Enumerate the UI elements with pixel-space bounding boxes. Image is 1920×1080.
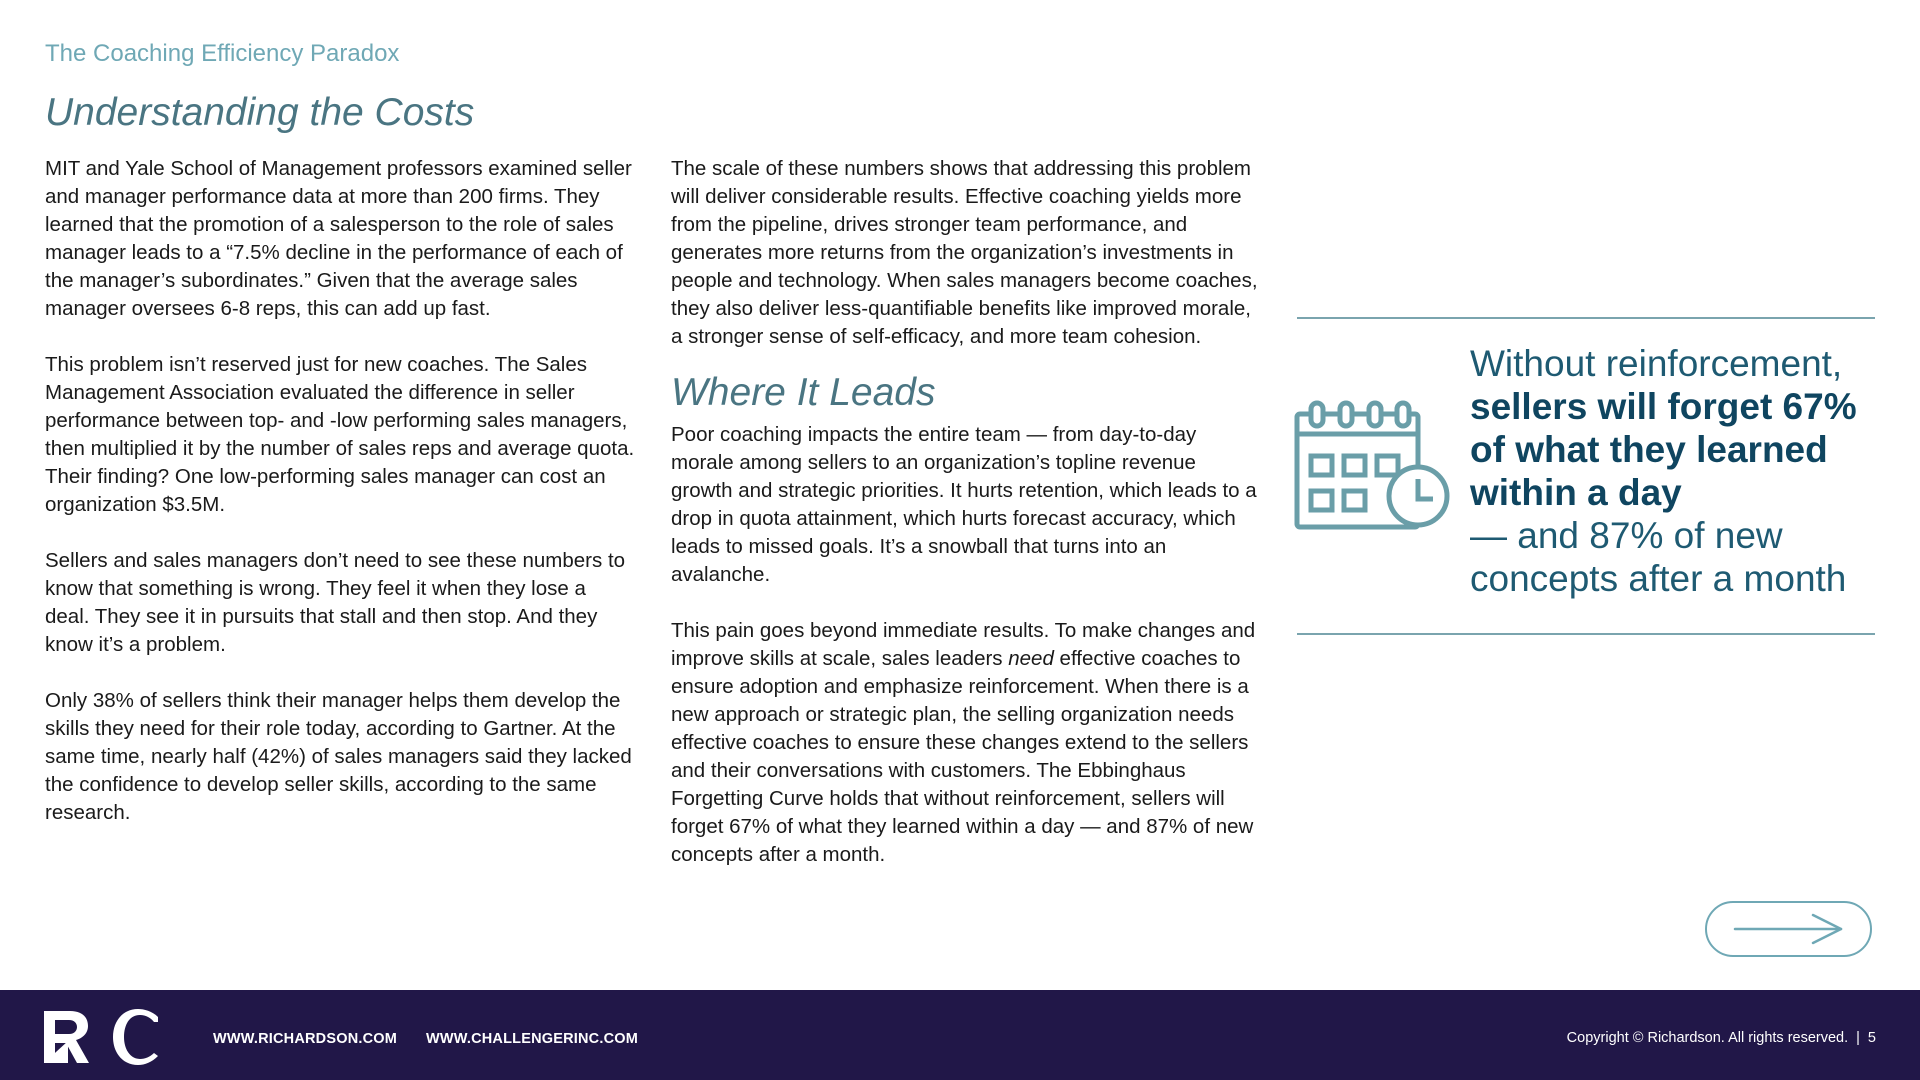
- paragraph: Sellers and sales managers don’t need to see these numbers to know that something is wrong. They feel it when they lose a deal. They see it in pursuits that stall and then stop. And they know it’s a problem.: [45, 549, 626, 656]
- calendar-clock-icon: [1294, 400, 1454, 530]
- rc-logo: [44, 1009, 164, 1065]
- paragraph: This pain goes beyond immediate results. To make changes and improve skills at scale, sales leaders need effective coaches to ensure adoption and emphasize reinforcement. When there is a new approach or strategic plan, the selling organization needs effective coaches to ensure these changes extend to the sellers and their conversations with customers. The Ebbinghaus Forgetting Curve holds that without reinforcement, sellers will forget 67% of what they learned within a day — and 87% of new concepts after a month.: [671, 619, 1256, 866]
- paragraph: This problem isn’t reserved just for new coaches. The Sales Management Association evaluated the difference in seller performance between top- and -low performing sales managers, then multiplied it by the number of sales reps and average quota. Their finding? One low-performing sales manager can cost an organization $3.5M.: [45, 353, 635, 516]
- page-number: 5: [1867, 1030, 1876, 1046]
- section-heading-leads: Where It Leads: [671, 371, 936, 414]
- copyright-text: Copyright © Richardson. All rights reserved.: [1566, 1030, 1849, 1046]
- emphasis-text: need: [1008, 647, 1054, 670]
- document-title: The Coaching Efficiency Paradox: [45, 40, 400, 67]
- callout-lead: Without reinforcement,: [1470, 343, 1843, 384]
- next-page-button[interactable]: [1705, 901, 1872, 957]
- callout-emphasis: sellers will forget 67% of what they learned within a day: [1470, 386, 1857, 513]
- challenger-website-link[interactable]: WWW.CHALLENGERINC.COM: [426, 1031, 639, 1047]
- callout-quote: [1470, 342, 1880, 600]
- arrow-right-icon: [1733, 912, 1845, 946]
- callout-divider-top: [1297, 317, 1875, 319]
- section-heading-costs: Understanding the Costs: [45, 91, 475, 134]
- callout-divider-bottom: [1297, 633, 1875, 635]
- callout-tail: — and 87% of new concepts after a month: [1470, 515, 1847, 599]
- paragraph: The scale of these numbers shows that addressing this problem will deliver considerable results. Effective coaching yields more from the pipeline, drives stronger team performance, and generates more returns from the organization’s investments in people and technology. When sales managers become coaches, they also deliver less-quantifiable benefits like improved morale, a stronger sense of self-efficacy, and more team cohesion.: [671, 157, 1258, 348]
- richardson-website-link[interactable]: WWW.RICHARDSON.COM: [213, 1031, 398, 1047]
- paragraph: Poor coaching impacts the entire team — from day-to-day morale among sellers to an organization’s topline revenue growth and strategic priorities. It hurts retention, which leads to a drop in quota attainment, which hurts forecast accuracy, which leads to missed goals. It’s a snowball that turns into an avalanche.: [671, 423, 1257, 586]
- footer-copyright: [1567, 1030, 1876, 1046]
- paragraph: Only 38% of sellers think their manager helps them develop the skills they need for their role today, according to Gartner. At the same time, nearly half (42%) of sales managers said they lacked the confidence to develop seller skills, according to the same research.: [45, 689, 632, 824]
- separator: |: [1856, 1030, 1860, 1046]
- paragraph: MIT and Yale School of Management professors examined seller and manager performance data at more than 200 firms. They learned that the promotion of a salesperson to the role of sales manager leads to a “7.5% decline in the performance of each of the manager’s subordinates.” Given that the average sales manager oversees 6-8 reps, this can add up fast.: [45, 157, 632, 320]
- middle-column: [671, 155, 1261, 897]
- left-column: [45, 155, 635, 855]
